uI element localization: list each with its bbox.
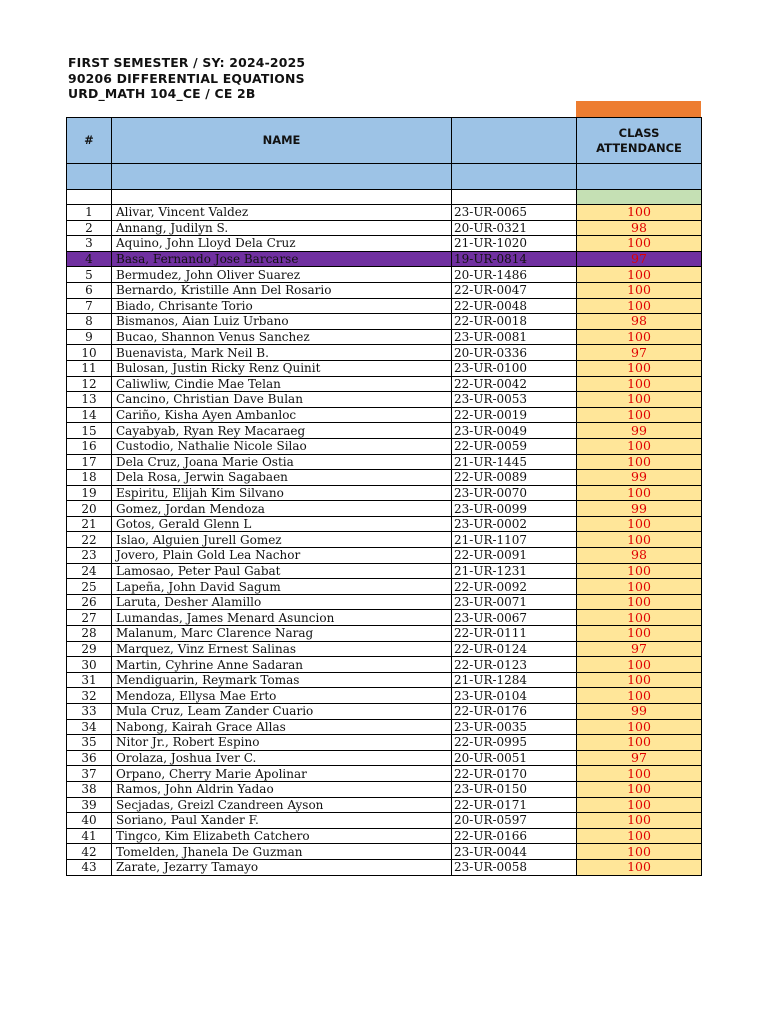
attendance-score: 100 [577, 407, 702, 423]
student-id: 23-UR-0150 [452, 781, 577, 797]
row-number: 7 [67, 298, 112, 314]
attendance-score: 99 [577, 423, 702, 439]
attendance-score: 100 [577, 844, 702, 860]
student-name: Lamosao, Peter Paul Gabat [112, 563, 452, 579]
attendance-score: 100 [577, 859, 702, 875]
table-row [67, 236, 702, 252]
row-number: 23 [67, 548, 112, 564]
student-id: 22-UR-0124 [452, 641, 577, 657]
student-name: Mendoza, Ellysa Mae Erto [112, 688, 452, 704]
table-row [67, 532, 702, 548]
attendance-score: 99 [577, 470, 702, 486]
column-header-number: # [67, 118, 112, 164]
table-row [67, 345, 702, 361]
student-id: 23-UR-0065 [452, 205, 577, 221]
student-id: 23-UR-0067 [452, 610, 577, 626]
student-id: 22-UR-0059 [452, 438, 577, 454]
attendance-color-marker [576, 101, 701, 118]
table-row [67, 282, 702, 298]
table-row [67, 205, 702, 221]
student-name: Tomelden, Jhanela De Guzman [112, 844, 452, 860]
attendance-score: 100 [577, 626, 702, 642]
student-name: Bermudez, John Oliver Suarez [112, 267, 452, 283]
section-title: URD_MATH 104_CE / CE 2B [68, 86, 256, 101]
student-id: 22-UR-0089 [452, 470, 577, 486]
student-name: Lumandas, James Menard Asuncion [112, 610, 452, 626]
row-number: 41 [67, 828, 112, 844]
student-id: 22-UR-0123 [452, 657, 577, 673]
student-id: 22-UR-0166 [452, 828, 577, 844]
student-id: 21-UR-1231 [452, 563, 577, 579]
student-name: Tingco, Kim Elizabeth Catchero [112, 828, 452, 844]
table-row [67, 516, 702, 532]
table-row [67, 454, 702, 470]
student-id: 22-UR-0091 [452, 548, 577, 564]
attendance-score: 100 [577, 735, 702, 751]
table-row [67, 735, 702, 751]
student-name: Martin, Cyhrine Anne Sadaran [112, 657, 452, 673]
course-title: 90206 DIFFERENTIAL EQUATIONS [68, 70, 305, 86]
column-header-attendance [577, 118, 702, 164]
row-number: 22 [67, 532, 112, 548]
student-name: Laruta, Desher Alamillo [112, 594, 452, 610]
student-name: Soriano, Paul Xander F. [112, 813, 452, 829]
row-number: 31 [67, 672, 112, 688]
attendance-score: 100 [577, 485, 702, 501]
table-row [67, 251, 702, 267]
student-name: Malanum, Marc Clarence Narag [112, 626, 452, 642]
student-name: Orpano, Cherry Marie Apolinar [112, 766, 452, 782]
student-name: Biado, Chrisante Torio [112, 298, 452, 314]
student-id: 22-UR-0048 [452, 298, 577, 314]
table-row [67, 423, 702, 439]
student-name: Espiritu, Elijah Kim Silvano [112, 485, 452, 501]
student-name: Nabong, Kairah Grace Allas [112, 719, 452, 735]
student-id: 23-UR-0044 [452, 844, 577, 860]
attendance-score: 98 [577, 314, 702, 330]
student-id: 23-UR-0070 [452, 485, 577, 501]
row-number: 15 [67, 423, 112, 439]
student-id: 21-UR-1284 [452, 672, 577, 688]
attendance-score: 98 [577, 220, 702, 236]
row-number: 30 [67, 657, 112, 673]
attendance-score: 100 [577, 672, 702, 688]
row-number: 16 [67, 438, 112, 454]
attendance-header-line2: ATTENDANCE [596, 140, 682, 155]
row-number: 8 [67, 314, 112, 330]
attendance-score: 100 [577, 516, 702, 532]
student-name: Cancino, Christian Dave Bulan [112, 392, 452, 408]
student-name: Bismanos, Aian Luiz Urbano [112, 314, 452, 330]
table-row [67, 844, 702, 860]
row-number: 12 [67, 376, 112, 392]
student-name: Ramos, John Aldrin Yadao [112, 781, 452, 797]
table-row [67, 314, 702, 330]
student-id: 20-UR-0051 [452, 750, 577, 766]
attendance-score: 100 [577, 766, 702, 782]
row-number: 13 [67, 392, 112, 408]
table-row [67, 438, 702, 454]
header-subrow [67, 164, 702, 190]
student-id: 23-UR-0081 [452, 329, 577, 345]
attendance-score: 98 [577, 548, 702, 564]
student-id: 22-UR-0171 [452, 797, 577, 813]
attendance-score: 100 [577, 828, 702, 844]
student-name: Annang, Judilyn S. [112, 220, 452, 236]
table-row [67, 594, 702, 610]
row-number: 9 [67, 329, 112, 345]
student-id: 20-UR-1486 [452, 267, 577, 283]
student-id: 21-UR-1445 [452, 454, 577, 470]
column-header-name: NAME [112, 118, 452, 164]
table-row [67, 797, 702, 813]
attendance-score: 100 [577, 298, 702, 314]
table-row [67, 750, 702, 766]
table-row [67, 813, 702, 829]
student-id: 22-UR-0111 [452, 626, 577, 642]
table-row [67, 626, 702, 642]
row-number: 29 [67, 641, 112, 657]
row-number: 28 [67, 626, 112, 642]
row-number: 26 [67, 594, 112, 610]
student-id: 22-UR-0019 [452, 407, 577, 423]
student-id: 21-UR-1020 [452, 236, 577, 252]
student-name: Islao, Alguien Jurell Gomez [112, 532, 452, 548]
student-id: 23-UR-0058 [452, 859, 577, 875]
attendance-score: 100 [577, 438, 702, 454]
table-row [67, 704, 702, 720]
row-number: 37 [67, 766, 112, 782]
table-row [67, 719, 702, 735]
student-name: Mendiguarin, Reymark Tomas [112, 672, 452, 688]
row-number: 32 [67, 688, 112, 704]
row-number: 6 [67, 282, 112, 298]
student-id: 22-UR-0170 [452, 766, 577, 782]
student-id: 20-UR-0336 [452, 345, 577, 361]
table-row [67, 610, 702, 626]
row-number: 5 [67, 267, 112, 283]
row-number: 38 [67, 781, 112, 797]
row-number: 17 [67, 454, 112, 470]
student-id: 22-UR-0176 [452, 704, 577, 720]
attendance-score: 99 [577, 501, 702, 517]
attendance-score: 100 [577, 781, 702, 797]
student-id: 22-UR-0995 [452, 735, 577, 751]
spacer-row [67, 190, 702, 205]
student-id: 21-UR-1107 [452, 532, 577, 548]
row-number: 4 [67, 251, 112, 267]
attendance-score: 100 [577, 360, 702, 376]
table-row [67, 766, 702, 782]
student-name: Dela Cruz, Joana Marie Ostia [112, 454, 452, 470]
student-name: Dela Rosa, Jerwin Sagabaen [112, 470, 452, 486]
row-number: 1 [67, 205, 112, 221]
table-row [67, 501, 702, 517]
table-row [67, 579, 702, 595]
student-name: Alivar, Vincent Valdez [112, 205, 452, 221]
document-header [68, 55, 305, 102]
student-id: 19-UR-0814 [452, 251, 577, 267]
table-row [67, 641, 702, 657]
attendance-header-line1: CLASS [618, 125, 660, 140]
row-number: 33 [67, 704, 112, 720]
table-row [67, 548, 702, 564]
attendance-score: 97 [577, 750, 702, 766]
student-id: 23-UR-0071 [452, 594, 577, 610]
table-row [67, 407, 702, 423]
student-id: 22-UR-0042 [452, 376, 577, 392]
attendance-score: 100 [577, 532, 702, 548]
student-name: Orolaza, Joshua Iver C. [112, 750, 452, 766]
table-row [67, 470, 702, 486]
table-header-row [67, 118, 702, 164]
attendance-score: 100 [577, 610, 702, 626]
student-id: 23-UR-0035 [452, 719, 577, 735]
attendance-score: 100 [577, 376, 702, 392]
table-row [67, 859, 702, 875]
student-id: 22-UR-0018 [452, 314, 577, 330]
column-header-id [452, 118, 577, 164]
student-id: 23-UR-0049 [452, 423, 577, 439]
student-name: Jovero, Plain Gold Lea Nachor [112, 548, 452, 564]
student-name: Buenavista, Mark Neil B. [112, 345, 452, 361]
attendance-score: 100 [577, 454, 702, 470]
attendance-score: 100 [577, 205, 702, 221]
student-name: Gotos, Gerald Glenn L [112, 516, 452, 532]
student-name: Cayabyab, Ryan Rey Macaraeg [112, 423, 452, 439]
attendance-score: 100 [577, 657, 702, 673]
attendance-score: 100 [577, 282, 702, 298]
student-name: Bucao, Shannon Venus Sanchez [112, 329, 452, 345]
row-number: 21 [67, 516, 112, 532]
table-row [67, 376, 702, 392]
row-number: 25 [67, 579, 112, 595]
student-id: 23-UR-0104 [452, 688, 577, 704]
student-name: Bulosan, Justin Ricky Renz Quinit [112, 360, 452, 376]
attendance-score: 97 [577, 345, 702, 361]
attendance-score: 100 [577, 267, 702, 283]
table-row [67, 781, 702, 797]
table-row [67, 392, 702, 408]
attendance-score: 100 [577, 236, 702, 252]
table-row [67, 688, 702, 704]
attendance-score: 100 [577, 329, 702, 345]
student-name: Gomez, Jordan Mendoza [112, 501, 452, 517]
student-name: Aquino, John Lloyd Dela Cruz [112, 236, 452, 252]
student-rows [67, 205, 702, 876]
row-number: 14 [67, 407, 112, 423]
attendance-score: 97 [577, 251, 702, 267]
table-row [67, 657, 702, 673]
table-row [67, 485, 702, 501]
attendance-score: 99 [577, 704, 702, 720]
attendance-score: 100 [577, 797, 702, 813]
attendance-score: 100 [577, 579, 702, 595]
row-number: 34 [67, 719, 112, 735]
attendance-score: 100 [577, 392, 702, 408]
student-id: 22-UR-0092 [452, 579, 577, 595]
table-row [67, 563, 702, 579]
student-name: Bernardo, Kristille Ann Del Rosario [112, 282, 452, 298]
attendance-score: 100 [577, 563, 702, 579]
row-number: 3 [67, 236, 112, 252]
student-id: 23-UR-0099 [452, 501, 577, 517]
attendance-table [66, 117, 702, 876]
row-number: 27 [67, 610, 112, 626]
table-row [67, 220, 702, 236]
student-id: 23-UR-0053 [452, 392, 577, 408]
student-name: Marquez, Vinz Ernest Salinas [112, 641, 452, 657]
student-name: Lapeña, John David Sagum [112, 579, 452, 595]
attendance-score: 100 [577, 719, 702, 735]
student-id: 20-UR-0597 [452, 813, 577, 829]
student-name: Basa, Fernando Jose Barcarse [112, 251, 452, 267]
row-number: 36 [67, 750, 112, 766]
student-id: 22-UR-0047 [452, 282, 577, 298]
attendance-score: 100 [577, 688, 702, 704]
table-row [67, 298, 702, 314]
row-number: 43 [67, 859, 112, 875]
student-name: Caliwliw, Cindie Mae Telan [112, 376, 452, 392]
row-number: 18 [67, 470, 112, 486]
attendance-score: 97 [577, 641, 702, 657]
student-id: 23-UR-0002 [452, 516, 577, 532]
row-number: 39 [67, 797, 112, 813]
row-number: 42 [67, 844, 112, 860]
row-number: 20 [67, 501, 112, 517]
row-number: 40 [67, 813, 112, 829]
student-name: Secjadas, Greizl Czandreen Ayson [112, 797, 452, 813]
table-row [67, 267, 702, 283]
table-row [67, 329, 702, 345]
row-number: 10 [67, 345, 112, 361]
table-row [67, 360, 702, 376]
student-name: Mula Cruz, Leam Zander Cuario [112, 704, 452, 720]
attendance-score: 100 [577, 813, 702, 829]
row-number: 24 [67, 563, 112, 579]
attendance-score: 100 [577, 594, 702, 610]
student-name: Zarate, Jezarry Tamayo [112, 859, 452, 875]
row-number: 35 [67, 735, 112, 751]
row-number: 11 [67, 360, 112, 376]
row-number: 19 [67, 485, 112, 501]
row-number: 2 [67, 220, 112, 236]
student-id: 23-UR-0100 [452, 360, 577, 376]
table-row [67, 672, 702, 688]
semester-title: FIRST SEMESTER / SY: 2024-2025 [68, 55, 306, 70]
table-row [67, 828, 702, 844]
student-name: Cariño, Kisha Ayen Ambanloc [112, 407, 452, 423]
student-id: 20-UR-0321 [452, 220, 577, 236]
student-name: Nitor Jr., Robert Espino [112, 735, 452, 751]
student-name: Custodio, Nathalie Nicole Silao [112, 438, 452, 454]
